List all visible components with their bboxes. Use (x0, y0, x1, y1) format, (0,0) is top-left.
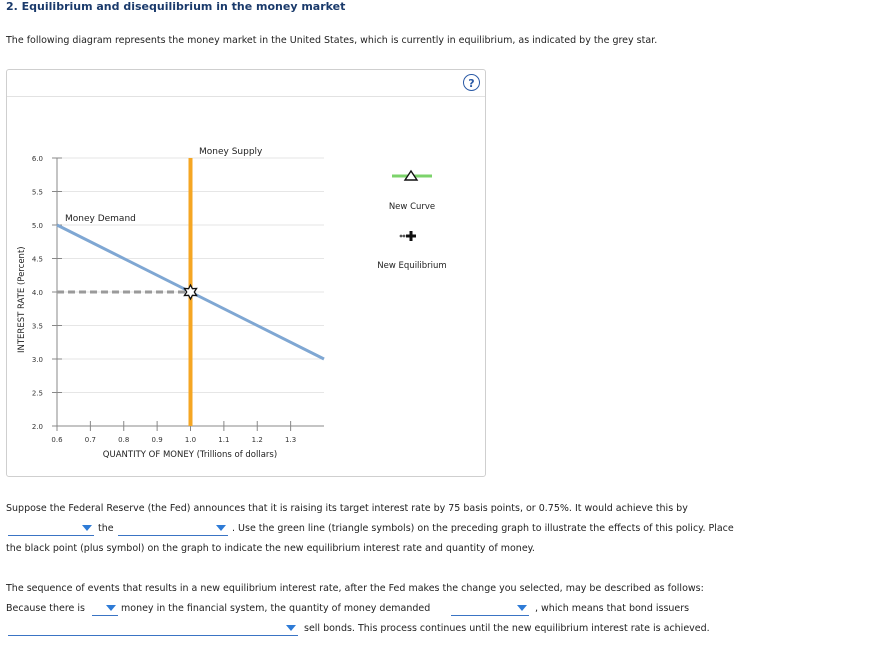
policy-instrument-dropdown[interactable] (118, 523, 228, 536)
section-title: 2. Equilibrium and disequilibrium in the money market (6, 0, 346, 13)
x-tick-label: 0.6 (51, 436, 63, 444)
legend-new-curve[interactable] (392, 171, 432, 180)
chevron-down-icon (106, 605, 116, 611)
x-tick-label: 0.9 (151, 436, 163, 444)
x-tick-label: 1.3 (285, 436, 297, 444)
legend-new-curve-label: New Curve (388, 202, 436, 212)
question-line-4: The sequence of events that results in a new equilibrium interest rate, after the Fed makes the change you selected, may be described as follows: (6, 583, 704, 594)
bond-issuers-dropdown[interactable] (8, 623, 298, 636)
chevron-down-icon (517, 605, 527, 611)
intro-text: The following diagram represents the money market in the United States, which is currently in equilibrium, as indicated by the grey star. (6, 35, 658, 46)
money-supply-label: Money Supply (199, 147, 263, 157)
money-amount-dropdown[interactable] (92, 603, 118, 616)
question-line-5-end: , which means that bond issuers (535, 603, 690, 614)
x-tick-label: 0.7 (84, 436, 96, 444)
question-line-1: Suppose the Federal Reserve (the Fed) announces that it is raising its target interest rate by 75 basis points, or 0.75%. It would achieve this by (6, 503, 688, 514)
plus-icon (406, 231, 416, 241)
question-line-3: the black point (plus symbol) on the graph to indicate the new equilibrium interest rate and quantity of money. (6, 543, 535, 554)
quantity-demanded-dropdown[interactable] (451, 603, 529, 616)
x-tick-label: 1.1 (218, 436, 230, 444)
chevron-down-icon (286, 625, 296, 631)
question-line-5-start: Because there is (6, 603, 85, 614)
legend-new-equilibrium-label: New Equilibrium (377, 261, 447, 271)
chevron-down-icon (216, 525, 226, 531)
money-market-chart[interactable] (7, 70, 485, 476)
y-tick-label: 4.0 (31, 289, 43, 297)
y-tick-label: 2.0 (31, 423, 43, 431)
help-button[interactable]: ? (463, 74, 480, 91)
y-tick-label: 3.0 (31, 356, 43, 364)
dot-icon (400, 235, 403, 238)
y-tick-label: 5.0 (31, 222, 43, 230)
x-tick-label: 1.0 (184, 436, 197, 444)
chevron-down-icon (82, 525, 92, 531)
question-line-2-end: . Use the green line (triangle symbols) on the preceding graph to illustrate the effects of this policy. Place (232, 523, 734, 534)
y-tick-label: 4.5 (31, 255, 43, 264)
y-tick-label: 6.0 (31, 155, 43, 163)
y-tick-label: 5.5 (31, 188, 43, 197)
question-line-2-the: the (98, 523, 114, 534)
equilibrium-star-icon (184, 285, 196, 299)
x-tick-label: 1.2 (251, 436, 263, 444)
x-axis-label: QUANTITY OF MONEY (Trillions of dollars) (102, 450, 278, 460)
graph-panel (6, 69, 486, 477)
money-demand-label: Money Demand (65, 214, 136, 224)
y-tick-label: 3.5 (31, 322, 43, 331)
question-line-6-end: sell bonds. This process continues until the new equilibrium interest rate is achieved. (304, 623, 710, 634)
dot-icon (403, 235, 406, 238)
question-line-5-mid: money in the financial system, the quantity of money demanded (121, 603, 431, 614)
legend-new-equilibrium[interactable] (400, 231, 416, 241)
y-axis-label: INTEREST RATE (Percent) (17, 246, 27, 353)
y-tick-label: 2.5 (31, 389, 43, 398)
policy-action-dropdown[interactable] (8, 523, 94, 536)
x-tick-label: 0.8 (118, 436, 130, 444)
